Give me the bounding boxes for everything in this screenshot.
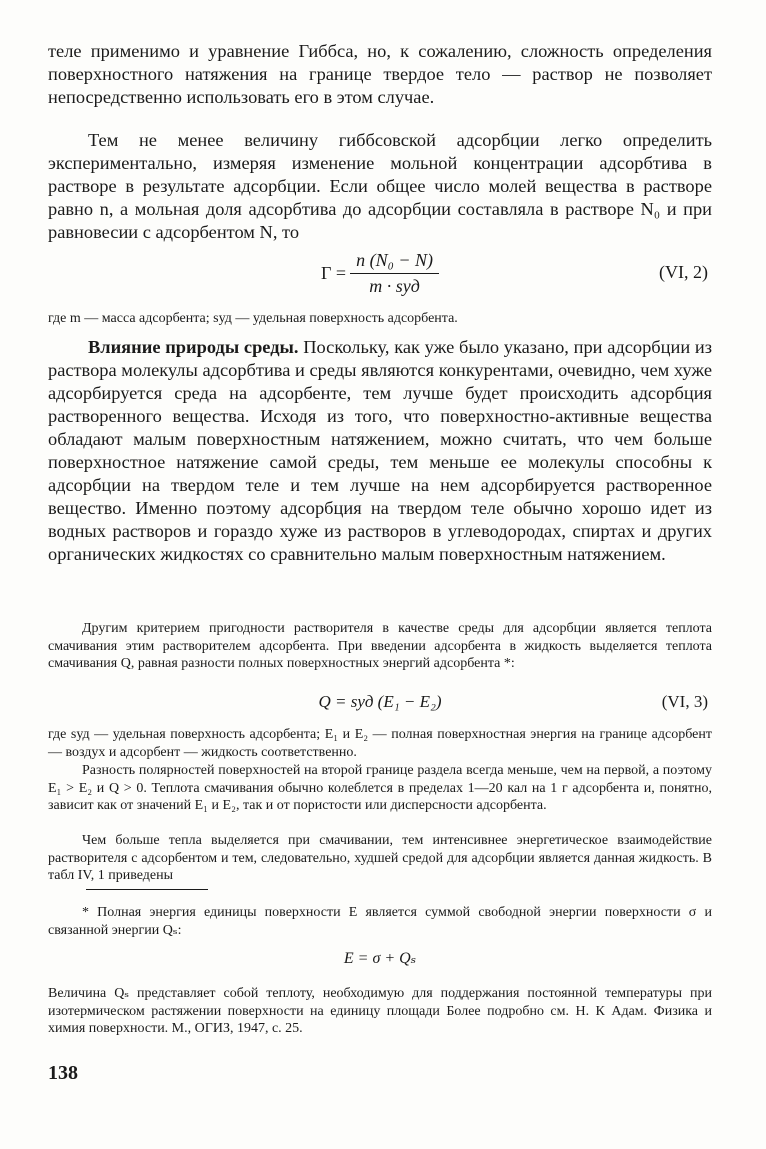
paragraph-medium-body: Поскольку, как уже было указано, при адсорбции из раствора молекулы адсорбтива и среды являются конкурентами, очевидно, чем хуже адсорбируется среда на адсорбенте, тем лучше будет происходить адсорбция растворенного вещества. Исходя из того, что поверхностно-активные вещества обладают малым поверхностным натяжением, можно считать, что чем больше поверхностное натяжение самой среды, тем меньше ее молекулы способны к адсорбции на твердом теле и тем лучше на нем адсорбируется растворенное вещество. Именно поэтому адсорбция на твердом теле обычно хорошо идет из водных растворов и гораздо хуже из растворов в углеводородах, спиртах и других органических жидкостях со сравнительно малым поверхностным натяжением. <box>48 337 712 564</box>
paragraph-medium-influence <box>48 336 712 566</box>
footnote-text: * Полная энергия единицы поверхности E является суммой свободной энергии поверхности σ и связанной энергии Qₛ: <box>48 905 712 938</box>
paragraph-gibbs-adsorption: Тем не менее величину гиббсовской адсорбции легко определить экспериментально, измеряя изменение мольной концентрации адсорбтива в растворе в результате адсорбции. Если общее число молей вещества в растворе равно n, а мольная доля адсорбтива до адсорбции составляла в растворе N₀ и при равновесии с адсорбентом N, то <box>48 130 712 242</box>
page-number: 138 <box>48 1062 78 1084</box>
formula-numerator: n (N₀ − N) <box>350 250 439 274</box>
formula-vi-3 <box>48 692 712 718</box>
formula-text: E = σ + Qₛ <box>343 950 417 967</box>
formula-text: Q = sуд (E₁ − E₂) <box>318 692 442 711</box>
paragraph-gibbs-intro: теле применимо и уравнение Гиббса, но, к сожалению, сложность определения поверхностного натяжения на границе твердое тело — раствор не позволяет непосредственно использовать его в этом случае. <box>48 41 712 107</box>
definition-line: где sуд — удельная поверхность адсорбента; E₁ и E₂ — полная поверхностная энергия на границе адсорбент — воздух и адсорбент — жидкость соответственно. <box>48 727 712 760</box>
section-heading: Влияние природы среды. <box>88 337 299 357</box>
equation-label: (VI, 3) <box>661 692 708 711</box>
footnote-rule <box>86 889 208 890</box>
footnote-text-continued: Величина Qₛ представляет собой теплоту, необходимую для поддержания постоянной температуры при изотермическом растяжении поверхности на единицу площади Более подробно см. Н. К Адам. Физика и химия поверхности. М., ОГИЗ, 1947, с. 25. <box>48 986 712 1036</box>
paragraph-polarity: Разность полярностей поверхностей на второй границе раздела всегда меньше, чем на первой, а поэтому E₁ > E₂ и Q > 0. Теплота смачивания обычно колеблется в пределах 1—20 кал на 1 г адсорбента и, понятно, зависит как от значений E₁ и E₂, так и от пористости или дисперсности адсорбента. <box>48 763 712 813</box>
definition-line: где m — масса адсорбента; sуд — удельная поверхность адсорбента. <box>48 311 458 326</box>
paragraph-wetting-heat: Другим критерием пригодности растворителя в качестве среды для адсорбции является теплота смачивания этим растворителем адсорбента. При введении адсорбента в жидкость выделяется теплота смачивания Q, равная разности полных поверхностных энергий адсорбента *: <box>48 621 712 671</box>
formula-vi-2 <box>48 250 712 298</box>
formula-fraction <box>350 250 439 297</box>
paragraph-more-heat: Чем больше тепла выделяется при смачивании, тем интенсивнее энергетическое взаимодействие растворителя с адсорбентом и тем, следовательно, худшей средой для адсорбции является данная жидкость. В табл IV, 1 приведены <box>48 833 712 883</box>
equation-label: (VI, 2) <box>659 262 708 282</box>
formula-denominator: m · sуд <box>369 276 420 296</box>
formula-footnote <box>48 948 712 972</box>
formula-lhs: Г = <box>321 263 347 283</box>
